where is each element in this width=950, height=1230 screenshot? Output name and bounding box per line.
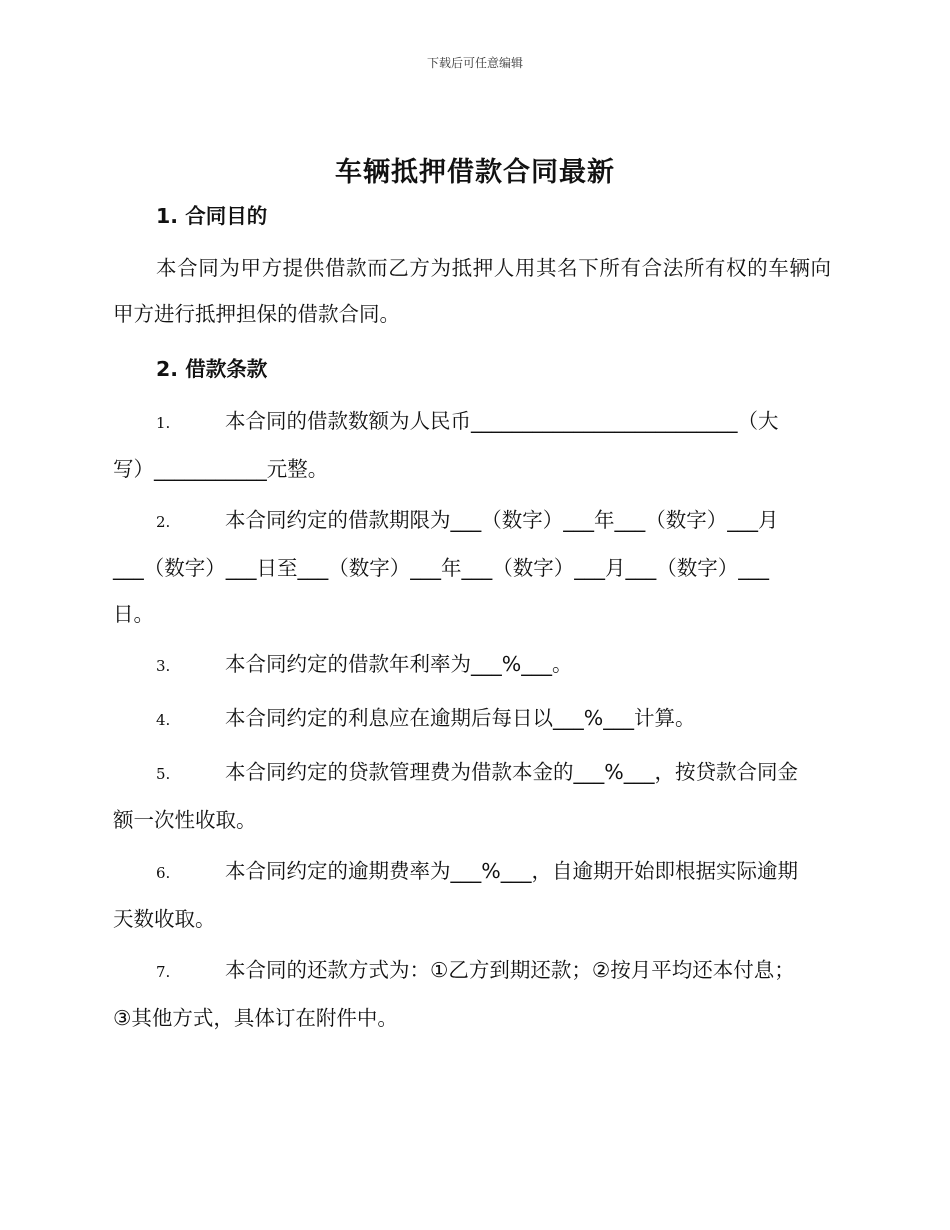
clause-line xyxy=(113,695,831,743)
clause-number: 6. xyxy=(156,864,171,882)
clause-line xyxy=(113,641,831,689)
clause-item-5 xyxy=(113,749,831,843)
clause-line: ___（数字）___日至___（数字）___年___（数字）___月___（数字）___ xyxy=(113,556,769,580)
clause-line xyxy=(113,497,831,545)
clause-line: 写）___________元整。 xyxy=(113,457,329,481)
clause-number: 1. xyxy=(156,414,171,432)
clause-text: 本合同约定的利息应在逾期后每日以___%___计算。 xyxy=(225,706,696,730)
clause-item-3 xyxy=(113,641,831,689)
clause-text: 本合同的还款方式为：①乙方到期还款；②按月平均还本付息； xyxy=(225,958,795,982)
clause-text: 本合同约定的借款期限为___（数字）___年___（数字）___月 xyxy=(225,508,779,532)
section-1-text: 本合同为甲方提供借款而乙方为抵押人用其名下所有合法所有权的车辆向甲方进行抵押担保的借款合同。 xyxy=(113,256,831,326)
clause-number: 3. xyxy=(156,657,171,675)
section-1-heading: 1. 合同目的 xyxy=(156,204,268,228)
clause-item-7 xyxy=(113,947,831,1041)
clause-number: 5. xyxy=(156,765,171,783)
clause-line: 日。 xyxy=(113,602,154,626)
clause-line: ③其他方式，具体订在附件中。 xyxy=(113,1006,398,1030)
clause-line xyxy=(113,947,831,995)
clause-item-1 xyxy=(113,398,831,492)
clause-number: 2. xyxy=(156,513,171,531)
clause-number: 4. xyxy=(156,711,171,729)
header-note: 下载后可任意编辑 xyxy=(426,56,523,70)
clause-number: 7. xyxy=(156,963,171,981)
clause-line xyxy=(113,398,831,446)
clause-item-4 xyxy=(113,695,831,743)
clause-item-2 xyxy=(113,497,831,637)
clause-line: 天数收取。 xyxy=(113,907,216,931)
clause-line: 额一次性收取。 xyxy=(113,808,257,832)
document-title: 车辆抵押借款合同最新 xyxy=(335,157,615,188)
clause-text: 本合同约定的借款年利率为___%___。 xyxy=(225,652,573,676)
clause-text: 本合同约定的贷款管理费为借款本金的___%___，按贷款合同金 xyxy=(225,760,798,784)
clause-line xyxy=(113,749,831,797)
clause-text: 本合同约定的逾期费率为___%___，自逾期开始即根据实际逾期 xyxy=(225,859,798,883)
section-1-paragraph xyxy=(113,245,831,337)
clause-item-6 xyxy=(113,848,831,942)
clause-line xyxy=(113,848,831,896)
section-2-heading: 2. 借款条款 xyxy=(156,357,268,381)
clause-text: 本合同的借款数额为人民币__________________________（大 xyxy=(225,409,779,433)
